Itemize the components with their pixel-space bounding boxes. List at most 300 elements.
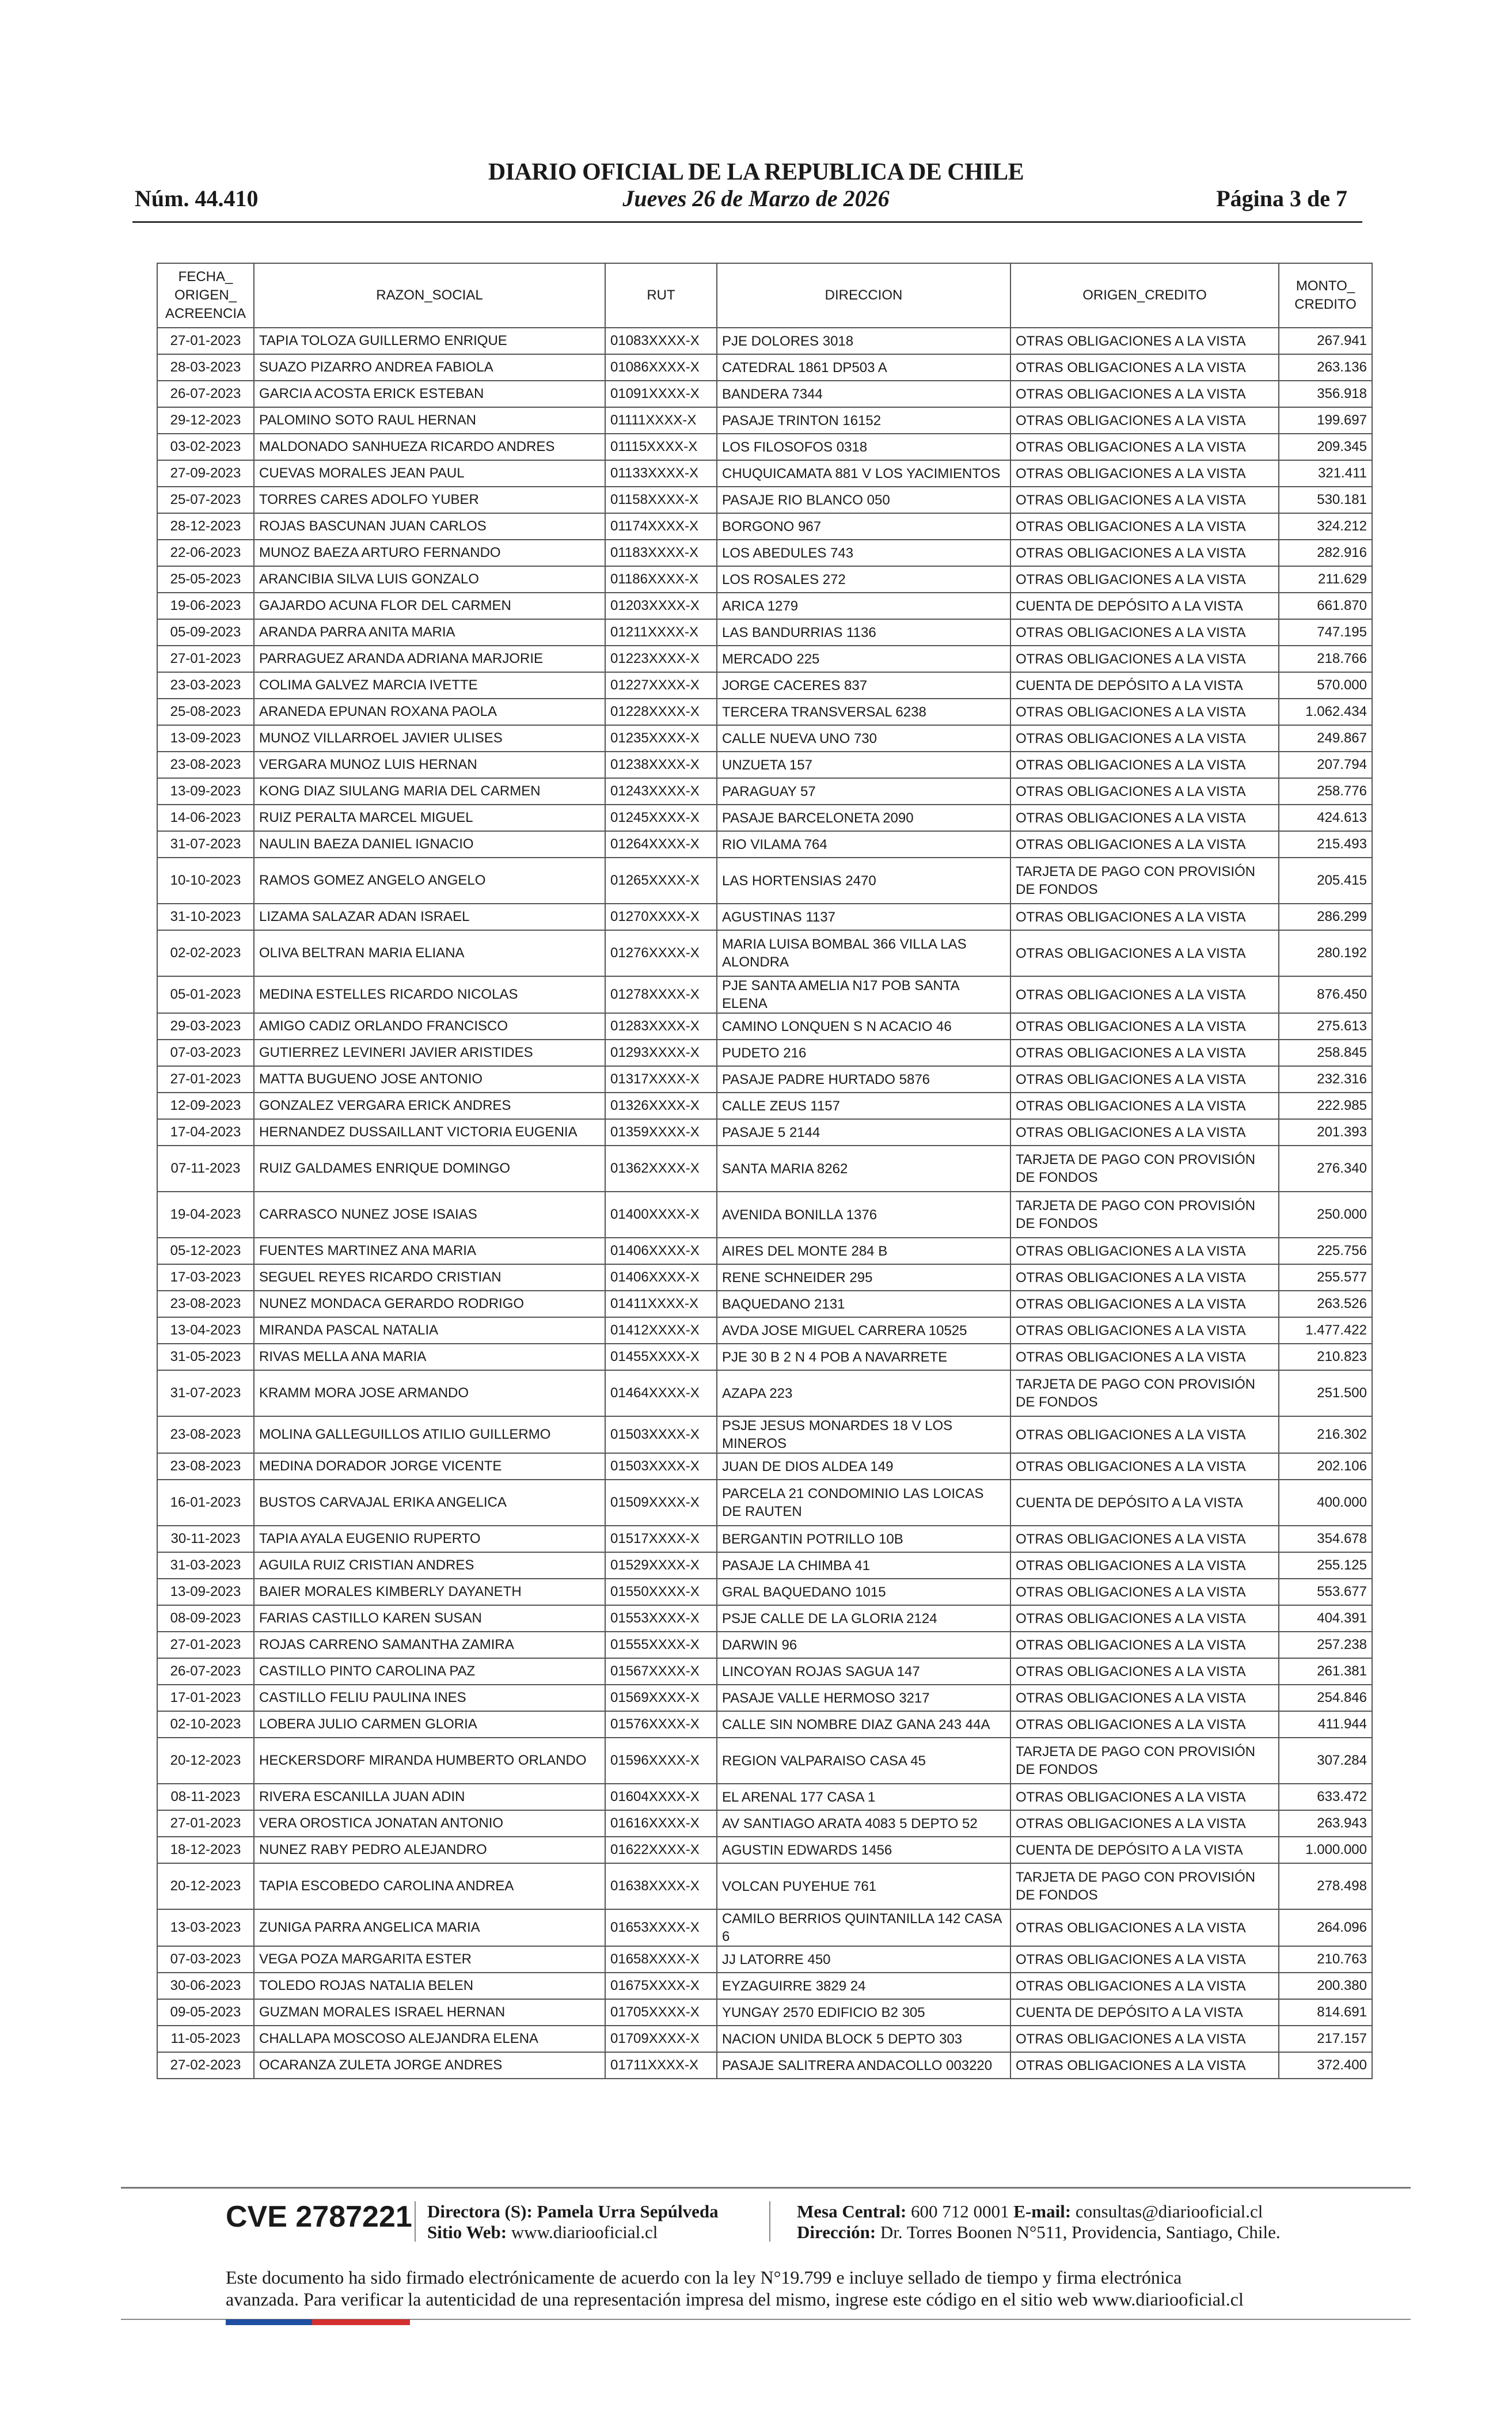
cell-razon-social: SUAZO PIZARRO ANDREA FABIOLA [254, 354, 605, 381]
cell-origen-credito: TARJETA DE PAGO CON PROVISIÓN DE FONDOS [1010, 1146, 1279, 1192]
table-row [157, 1040, 1372, 1066]
cell-fecha: 25-05-2023 [157, 566, 254, 593]
cell-monto: 356.918 [1279, 381, 1372, 407]
cell-razon-social: VERA OROSTICA JONATAN ANTONIO [254, 1810, 605, 1837]
cell-fecha: 18-12-2023 [157, 1837, 254, 1863]
cell-direccion: JORGE CACERES 837 [717, 672, 1010, 699]
cell-rut: 01406XXXX-X [605, 1264, 717, 1291]
cell-origen-credito: OTRAS OBLIGACIONES A LA VISTA [1010, 619, 1279, 646]
cell-monto: 261.381 [1279, 1658, 1372, 1685]
cell-direccion: LAS BANDURRIAS 1136 [717, 619, 1010, 646]
cell-direccion: PARAGUAY 57 [717, 778, 1010, 805]
cell-fecha: 27-01-2023 [157, 1632, 254, 1658]
cell-rut: 01576XXXX-X [605, 1711, 717, 1738]
cell-razon-social: PARRAGUEZ ARANDA ADRIANA MARJORIE [254, 646, 605, 672]
cell-fecha: 07-03-2023 [157, 1040, 254, 1066]
sitio-label: Sitio Web: [427, 2222, 507, 2242]
col-header-origen-credito: ORIGEN_CREDITO [1010, 263, 1279, 328]
cell-fecha: 31-03-2023 [157, 1552, 254, 1579]
table-row [157, 1453, 1372, 1480]
cell-direccion: ARICA 1279 [717, 593, 1010, 619]
sitio-line [427, 2222, 658, 2243]
cell-direccion: GRAL BAQUEDANO 1015 [717, 1579, 1010, 1605]
table-row [157, 1973, 1372, 1999]
cell-fecha: 30-11-2023 [157, 1526, 254, 1552]
cell-fecha: 20-12-2023 [157, 1738, 254, 1784]
cell-origen-credito: OTRAS OBLIGACIONES A LA VISTA [1010, 1946, 1279, 1973]
cell-rut: 01412XXXX-X [605, 1317, 717, 1344]
cell-monto: 264.096 [1279, 1909, 1372, 1946]
cell-direccion: LAS HORTENSIAS 2470 [717, 858, 1010, 904]
cell-razon-social: TAPIA AYALA EUGENIO RUPERTO [254, 1526, 605, 1552]
mesa-label: Mesa Central: [797, 2201, 907, 2221]
cell-direccion: CAMINO LONQUEN S N ACACIO 46 [717, 1013, 1010, 1040]
cell-origen-credito: OTRAS OBLIGACIONES A LA VISTA [1010, 1552, 1279, 1579]
table-row [157, 831, 1372, 858]
table-row [157, 904, 1372, 930]
cell-direccion: PASAJE 5 2144 [717, 1119, 1010, 1146]
cell-origen-credito: OTRAS OBLIGACIONES A LA VISTA [1010, 1685, 1279, 1711]
cell-fecha: 05-01-2023 [157, 976, 254, 1013]
table-row [157, 1264, 1372, 1291]
col-header-direccion: DIRECCION [717, 263, 1010, 328]
cell-fecha: 30-06-2023 [157, 1973, 254, 1999]
cell-origen-credito: OTRAS OBLIGACIONES A LA VISTA [1010, 930, 1279, 976]
cell-razon-social: BAIER MORALES KIMBERLY DAYANETH [254, 1579, 605, 1605]
cell-origen-credito: OTRAS OBLIGACIONES A LA VISTA [1010, 1632, 1279, 1658]
cell-rut: 01211XXXX-X [605, 619, 717, 646]
direccion-label: Dirección: [797, 2222, 876, 2242]
cell-monto: 282.916 [1279, 540, 1372, 566]
cell-direccion: CATEDRAL 1861 DP503 A [717, 354, 1010, 381]
cell-rut: 01406XXXX-X [605, 1238, 717, 1264]
legal-line-1: Este documento ha sido firmado electrónicamente de acuerdo con la ley N°19.799 e incluye sellado de tiempo y firma electrónica [226, 2267, 1182, 2288]
cell-rut: 01553XXXX-X [605, 1605, 717, 1632]
table-row [157, 1999, 1372, 2026]
cell-direccion: AGUSTINAS 1137 [717, 904, 1010, 930]
legal-notice [226, 2266, 1331, 2310]
table-row [157, 1013, 1372, 1040]
cell-direccion: PSJE JESUS MONARDES 18 V LOS MINEROS [717, 1416, 1010, 1453]
cell-rut: 01228XXXX-X [605, 699, 717, 725]
cell-monto: 251.500 [1279, 1370, 1372, 1416]
cell-direccion: PASAJE RIO BLANCO 050 [717, 487, 1010, 513]
cell-monto: 217.157 [1279, 2026, 1372, 2052]
table-row [157, 778, 1372, 805]
cell-origen-credito: OTRAS OBLIGACIONES A LA VISTA [1010, 1605, 1279, 1632]
cell-fecha: 02-10-2023 [157, 1711, 254, 1738]
cell-rut: 01276XXXX-X [605, 930, 717, 976]
cell-monto: 411.944 [1279, 1711, 1372, 1738]
cell-rut: 01709XXXX-X [605, 2026, 717, 2052]
cell-razon-social: SEGUEL REYES RICARDO CRISTIAN [254, 1264, 605, 1291]
cell-fecha: 10-10-2023 [157, 858, 254, 904]
table-row [157, 460, 1372, 487]
cell-monto: 354.678 [1279, 1526, 1372, 1552]
cell-razon-social: GONZALEZ VERGARA ERICK ANDRES [254, 1093, 605, 1119]
table-row [157, 1784, 1372, 1810]
directora-label: Directora (S): [427, 2201, 533, 2221]
cell-origen-credito: OTRAS OBLIGACIONES A LA VISTA [1010, 381, 1279, 407]
page-indicator: Página 3 de 7 [1216, 185, 1347, 211]
cell-razon-social: HERNANDEZ DUSSAILLANT VICTORIA EUGENIA [254, 1119, 605, 1146]
cell-razon-social: KONG DIAZ SIULANG MARIA DEL CARMEN [254, 778, 605, 805]
cell-rut: 01317XXXX-X [605, 1066, 717, 1093]
cell-razon-social: VEGA POZA MARGARITA ESTER [254, 1946, 605, 1973]
header-divider [132, 221, 1362, 223]
cell-monto: 232.316 [1279, 1066, 1372, 1093]
cell-rut: 01638XXXX-X [605, 1863, 717, 1909]
cell-monto: 205.415 [1279, 858, 1372, 904]
cell-rut: 01270XXXX-X [605, 904, 717, 930]
table-row [157, 1552, 1372, 1579]
cell-razon-social: TAPIA ESCOBEDO CAROLINA ANDREA [254, 1863, 605, 1909]
cell-direccion: LINCOYAN ROJAS SAGUA 147 [717, 1658, 1010, 1685]
cell-direccion: AVENIDA BONILLA 1376 [717, 1192, 1010, 1238]
cell-direccion: EL ARENAL 177 CASA 1 [717, 1784, 1010, 1810]
cell-origen-credito: OTRAS OBLIGACIONES A LA VISTA [1010, 1013, 1279, 1040]
cell-origen-credito: CUENTA DE DEPÓSITO A LA VISTA [1010, 1999, 1279, 2026]
cell-rut: 01083XXXX-X [605, 328, 717, 354]
cell-razon-social: HECKERSDORF MIRANDA HUMBERTO ORLANDO [254, 1738, 605, 1784]
cell-origen-credito: OTRAS OBLIGACIONES A LA VISTA [1010, 1344, 1279, 1370]
cell-origen-credito: OTRAS OBLIGACIONES A LA VISTA [1010, 1119, 1279, 1146]
cell-monto: 207.794 [1279, 752, 1372, 778]
cell-rut: 01711XXXX-X [605, 2052, 717, 2079]
cell-fecha: 31-05-2023 [157, 1344, 254, 1370]
cell-fecha: 23-03-2023 [157, 672, 254, 699]
table-row [157, 1632, 1372, 1658]
cell-origen-credito: OTRAS OBLIGACIONES A LA VISTA [1010, 1066, 1279, 1093]
cell-razon-social: CHALLAPA MOSCOSO ALEJANDRA ELENA [254, 2026, 605, 2052]
cell-monto: 275.613 [1279, 1013, 1372, 1040]
cell-direccion: CAMILO BERRIOS QUINTANILLA 142 CASA 6 [717, 1909, 1010, 1946]
issue-date: Jueves 26 de Marzo de 2026 [622, 185, 890, 211]
table-row [157, 930, 1372, 976]
cell-direccion: AIRES DEL MONTE 284 B [717, 1238, 1010, 1264]
cell-direccion: PASAJE TRINTON 16152 [717, 407, 1010, 434]
cell-direccion: AZAPA 223 [717, 1370, 1010, 1416]
cell-direccion: PASAJE LA CHIMBA 41 [717, 1552, 1010, 1579]
cell-direccion: BAQUEDANO 2131 [717, 1291, 1010, 1317]
cell-origen-credito: OTRAS OBLIGACIONES A LA VISTA [1010, 1658, 1279, 1685]
cell-direccion: JUAN DE DIOS ALDEA 149 [717, 1453, 1010, 1480]
cell-fecha: 13-09-2023 [157, 778, 254, 805]
cell-rut: 01411XXXX-X [605, 1291, 717, 1317]
cell-origen-credito: OTRAS OBLIGACIONES A LA VISTA [1010, 1579, 1279, 1605]
cell-razon-social: LOBERA JULIO CARMEN GLORIA [254, 1711, 605, 1738]
cell-razon-social: KRAMM MORA JOSE ARMANDO [254, 1370, 605, 1416]
cell-monto: 222.985 [1279, 1093, 1372, 1119]
cell-monto: 225.756 [1279, 1238, 1372, 1264]
cell-direccion: PASAJE BARCELONETA 2090 [717, 805, 1010, 831]
cell-fecha: 03-02-2023 [157, 434, 254, 460]
cell-razon-social: COLIMA GALVEZ MARCIA IVETTE [254, 672, 605, 699]
cell-rut: 01278XXXX-X [605, 976, 717, 1013]
cell-direccion: PJE 30 B 2 N 4 POB A NAVARRETE [717, 1344, 1010, 1370]
cell-rut: 01622XXXX-X [605, 1837, 717, 1863]
cell-fecha: 31-07-2023 [157, 831, 254, 858]
table-row [157, 487, 1372, 513]
cell-fecha: 23-08-2023 [157, 1291, 254, 1317]
cell-monto: 255.125 [1279, 1552, 1372, 1579]
cell-origen-credito: OTRAS OBLIGACIONES A LA VISTA [1010, 1238, 1279, 1264]
cell-origen-credito: OTRAS OBLIGACIONES A LA VISTA [1010, 513, 1279, 540]
cell-razon-social: CASTILLO FELIU PAULINA INES [254, 1685, 605, 1711]
directora-name: Pamela Urra Sepúlveda [537, 2201, 719, 2221]
cell-direccion: TERCERA TRANSVERSAL 6238 [717, 699, 1010, 725]
cell-origen-credito: CUENTA DE DEPÓSITO A LA VISTA [1010, 1480, 1279, 1526]
cell-origen-credito: OTRAS OBLIGACIONES A LA VISTA [1010, 1040, 1279, 1066]
cell-fecha: 27-01-2023 [157, 1810, 254, 1837]
cell-direccion: REGION VALPARAISO CASA 45 [717, 1738, 1010, 1784]
cell-monto: 321.411 [1279, 460, 1372, 487]
cell-monto: 201.393 [1279, 1119, 1372, 1146]
cell-direccion: PJE DOLORES 3018 [717, 328, 1010, 354]
table-header-row [157, 263, 1372, 328]
cell-origen-credito: TARJETA DE PAGO CON PROVISIÓN DE FONDOS [1010, 1863, 1279, 1909]
cell-direccion: CALLE SIN NOMBRE DIAZ GANA 243 44A [717, 1711, 1010, 1738]
cell-fecha: 13-09-2023 [157, 1579, 254, 1605]
cell-rut: 01705XXXX-X [605, 1999, 717, 2026]
col-header-fecha: FECHA_ ORIGEN_ ACREENCIA [157, 263, 254, 328]
cell-rut: 01569XXXX-X [605, 1685, 717, 1711]
cell-monto: 263.526 [1279, 1291, 1372, 1317]
cell-origen-credito: OTRAS OBLIGACIONES A LA VISTA [1010, 778, 1279, 805]
cell-fecha: 13-04-2023 [157, 1317, 254, 1344]
cell-origen-credito: TARJETA DE PAGO CON PROVISIÓN DE FONDOS [1010, 858, 1279, 904]
cell-rut: 01400XXXX-X [605, 1192, 717, 1238]
cell-razon-social: RAMOS GOMEZ ANGELO ANGELO [254, 858, 605, 904]
creditors-table-container [157, 263, 1373, 2079]
cell-fecha: 20-12-2023 [157, 1863, 254, 1909]
table-row [157, 1738, 1372, 1784]
cve-code: CVE 2787221 [226, 2200, 412, 2234]
cell-rut: 01174XXXX-X [605, 513, 717, 540]
cell-rut: 01293XXXX-X [605, 1040, 717, 1066]
cell-origen-credito: TARJETA DE PAGO CON PROVISIÓN DE FONDOS [1010, 1738, 1279, 1784]
cell-monto: 199.697 [1279, 407, 1372, 434]
cell-origen-credito: TARJETA DE PAGO CON PROVISIÓN DE FONDOS [1010, 1192, 1279, 1238]
cell-fecha: 25-07-2023 [157, 487, 254, 513]
cell-fecha: 17-01-2023 [157, 1685, 254, 1711]
cell-razon-social: MIRANDA PASCAL NATALIA [254, 1317, 605, 1344]
cell-fecha: 27-09-2023 [157, 460, 254, 487]
cell-direccion: BERGANTIN POTRILLO 10B [717, 1526, 1010, 1552]
cell-fecha: 09-05-2023 [157, 1999, 254, 2026]
cell-monto: 209.345 [1279, 434, 1372, 460]
table-row [157, 1344, 1372, 1370]
cell-rut: 01283XXXX-X [605, 1013, 717, 1040]
cell-rut: 01653XXXX-X [605, 1909, 717, 1946]
cell-origen-credito: OTRAS OBLIGACIONES A LA VISTA [1010, 805, 1279, 831]
cell-origen-credito: OTRAS OBLIGACIONES A LA VISTA [1010, 2052, 1279, 2079]
table-row [157, 699, 1372, 725]
cell-monto: 424.613 [1279, 805, 1372, 831]
cell-fecha: 08-09-2023 [157, 1605, 254, 1632]
cell-razon-social: CUEVAS MORALES JEAN PAUL [254, 460, 605, 487]
cell-fecha: 19-04-2023 [157, 1192, 254, 1238]
sitio-link[interactable]: www.diariooficial.cl [511, 2222, 658, 2242]
cell-razon-social: CASTILLO PINTO CAROLINA PAZ [254, 1658, 605, 1685]
direccion-line [797, 2222, 1281, 2243]
cell-razon-social: MUNOZ BAEZA ARTURO FERNANDO [254, 540, 605, 566]
cell-fecha: 19-06-2023 [157, 593, 254, 619]
cell-monto: 278.498 [1279, 1863, 1372, 1909]
cell-direccion: DARWIN 96 [717, 1632, 1010, 1658]
cell-origen-credito: OTRAS OBLIGACIONES A LA VISTA [1010, 646, 1279, 672]
cell-monto: 1.000.000 [1279, 1837, 1372, 1863]
cell-razon-social: TAPIA TOLOZA GUILLERMO ENRIQUE [254, 328, 605, 354]
cell-direccion: RENE SCHNEIDER 295 [717, 1264, 1010, 1291]
cell-rut: 01183XXXX-X [605, 540, 717, 566]
cell-monto: 814.691 [1279, 1999, 1372, 2026]
cell-monto: 202.106 [1279, 1453, 1372, 1480]
cell-direccion: LOS ABEDULES 743 [717, 540, 1010, 566]
cell-monto: 249.867 [1279, 725, 1372, 752]
table-row [157, 407, 1372, 434]
table-row [157, 1658, 1372, 1685]
table-row [157, 381, 1372, 407]
table-row [157, 1711, 1372, 1738]
cell-origen-credito: OTRAS OBLIGACIONES A LA VISTA [1010, 1093, 1279, 1119]
table-row [157, 1579, 1372, 1605]
cell-monto: 400.000 [1279, 1480, 1372, 1526]
cell-origen-credito: OTRAS OBLIGACIONES A LA VISTA [1010, 725, 1279, 752]
cell-fecha: 13-09-2023 [157, 725, 254, 752]
cell-origen-credito: OTRAS OBLIGACIONES A LA VISTA [1010, 1264, 1279, 1291]
cell-direccion: LOS ROSALES 272 [717, 566, 1010, 593]
cell-direccion: RIO VILAMA 764 [717, 831, 1010, 858]
cell-fecha: 29-03-2023 [157, 1013, 254, 1040]
cell-fecha: 27-01-2023 [157, 1066, 254, 1093]
table-row [157, 1192, 1372, 1238]
col-header-razon-social: RAZON_SOCIAL [254, 263, 605, 328]
cell-monto: 257.238 [1279, 1632, 1372, 1658]
cell-rut: 01455XXXX-X [605, 1344, 717, 1370]
cell-razon-social: PALOMINO SOTO RAUL HERNAN [254, 407, 605, 434]
cell-direccion: AGUSTIN EDWARDS 1456 [717, 1837, 1010, 1863]
cell-fecha: 11-05-2023 [157, 2026, 254, 2052]
cell-origen-credito: OTRAS OBLIGACIONES A LA VISTA [1010, 1291, 1279, 1317]
table-row [157, 2052, 1372, 2079]
cell-monto: 255.577 [1279, 1264, 1372, 1291]
table-row [157, 1093, 1372, 1119]
cell-rut: 01158XXXX-X [605, 487, 717, 513]
cell-rut: 01362XXXX-X [605, 1146, 717, 1192]
cell-fecha: 22-06-2023 [157, 540, 254, 566]
table-row [157, 1480, 1372, 1526]
cell-monto: 250.000 [1279, 1192, 1372, 1238]
cell-monto: 1.062.434 [1279, 699, 1372, 725]
cell-origen-credito: OTRAS OBLIGACIONES A LA VISTA [1010, 328, 1279, 354]
cell-fecha: 16-01-2023 [157, 1480, 254, 1526]
legal-line-2: avanzada. Para verificar la autenticidad de una representación impresa del mismo, ingrese este código en el sitio web www.diariooficial.cl [226, 2289, 1244, 2310]
cell-origen-credito: OTRAS OBLIGACIONES A LA VISTA [1010, 1711, 1279, 1738]
cell-fecha: 27-01-2023 [157, 646, 254, 672]
email-link[interactable]: consultas@diariooficial.cl [1075, 2201, 1263, 2221]
cell-monto: 633.472 [1279, 1784, 1372, 1810]
table-row [157, 672, 1372, 699]
col-header-rut: RUT [605, 263, 717, 328]
cell-razon-social: BUSTOS CARVAJAL ERIKA ANGELICA [254, 1480, 605, 1526]
creditors-table [157, 263, 1373, 2079]
cell-fecha: 08-11-2023 [157, 1784, 254, 1810]
mesa-phone: 600 712 0001 [911, 2201, 1009, 2221]
table-row [157, 646, 1372, 672]
cell-rut: 01186XXXX-X [605, 566, 717, 593]
cell-rut: 01086XXXX-X [605, 354, 717, 381]
cell-fecha: 23-08-2023 [157, 1453, 254, 1480]
table-row [157, 1685, 1372, 1711]
table-row [157, 1291, 1372, 1317]
cell-direccion: EYZAGUIRRE 3829 24 [717, 1973, 1010, 1999]
cell-origen-credito: OTRAS OBLIGACIONES A LA VISTA [1010, 460, 1279, 487]
table-row [157, 1605, 1372, 1632]
cell-rut: 01464XXXX-X [605, 1370, 717, 1416]
cell-fecha: 27-01-2023 [157, 328, 254, 354]
cell-razon-social: GARCIA ACOSTA ERICK ESTEBAN [254, 381, 605, 407]
cell-rut: 01115XXXX-X [605, 434, 717, 460]
table-row [157, 1066, 1372, 1093]
cell-monto: 324.212 [1279, 513, 1372, 540]
cell-rut: 01658XXXX-X [605, 1946, 717, 1973]
cell-razon-social: GUTIERREZ LEVINERI JAVIER ARISTIDES [254, 1040, 605, 1066]
cell-direccion: AVDA JOSE MIGUEL CARRERA 10525 [717, 1317, 1010, 1344]
cell-origen-credito: OTRAS OBLIGACIONES A LA VISTA [1010, 1810, 1279, 1837]
cell-monto: 553.677 [1279, 1579, 1372, 1605]
cell-fecha: 02-02-2023 [157, 930, 254, 976]
cell-razon-social: CARRASCO NUNEZ JOSE ISAIAS [254, 1192, 605, 1238]
table-row [157, 1810, 1372, 1837]
cell-razon-social: RUIZ PERALTA MARCEL MIGUEL [254, 805, 605, 831]
cell-rut: 01111XXXX-X [605, 407, 717, 434]
table-row [157, 1119, 1372, 1146]
cell-razon-social: ZUNIGA PARRA ANGELICA MARIA [254, 1909, 605, 1946]
cell-fecha: 13-03-2023 [157, 1909, 254, 1946]
cell-fecha: 29-12-2023 [157, 407, 254, 434]
table-row [157, 858, 1372, 904]
table-row [157, 328, 1372, 354]
cell-razon-social: GUZMAN MORALES ISRAEL HERNAN [254, 1999, 605, 2026]
cell-rut: 01091XXXX-X [605, 381, 717, 407]
table-row [157, 1909, 1372, 1946]
cell-origen-credito: OTRAS OBLIGACIONES A LA VISTA [1010, 540, 1279, 566]
newspaper-title: DIARIO OFICIAL DE LA REPUBLICA DE CHILE [488, 159, 1024, 185]
cell-razon-social: RUIZ GALDAMES ENRIQUE DOMINGO [254, 1146, 605, 1192]
cell-monto: 530.181 [1279, 487, 1372, 513]
cell-fecha: 07-11-2023 [157, 1146, 254, 1192]
cell-razon-social: RIVAS MELLA ANA MARIA [254, 1344, 605, 1370]
cell-direccion: UNZUETA 157 [717, 752, 1010, 778]
cell-rut: 01359XXXX-X [605, 1119, 717, 1146]
cell-monto: 210.763 [1279, 1946, 1372, 1973]
cell-origen-credito: OTRAS OBLIGACIONES A LA VISTA [1010, 566, 1279, 593]
cell-origen-credito: OTRAS OBLIGACIONES A LA VISTA [1010, 1416, 1279, 1453]
table-row [157, 2026, 1372, 2052]
cell-razon-social: ARANCIBIA SILVA LUIS GONZALO [254, 566, 605, 593]
cell-razon-social: FARIAS CASTILLO KAREN SUSAN [254, 1605, 605, 1632]
cell-fecha: 31-07-2023 [157, 1370, 254, 1416]
cell-monto: 276.340 [1279, 1146, 1372, 1192]
cell-origen-credito: OTRAS OBLIGACIONES A LA VISTA [1010, 699, 1279, 725]
cell-direccion: MERCADO 225 [717, 646, 1010, 672]
cell-rut: 01509XXXX-X [605, 1480, 717, 1526]
cell-direccion: JJ LATORRE 450 [717, 1946, 1010, 1973]
cell-rut: 01517XXXX-X [605, 1526, 717, 1552]
cell-direccion: PASAJE VALLE HERMOSO 3217 [717, 1685, 1010, 1711]
cell-razon-social: NUNEZ RABY PEDRO ALEJANDRO [254, 1837, 605, 1863]
